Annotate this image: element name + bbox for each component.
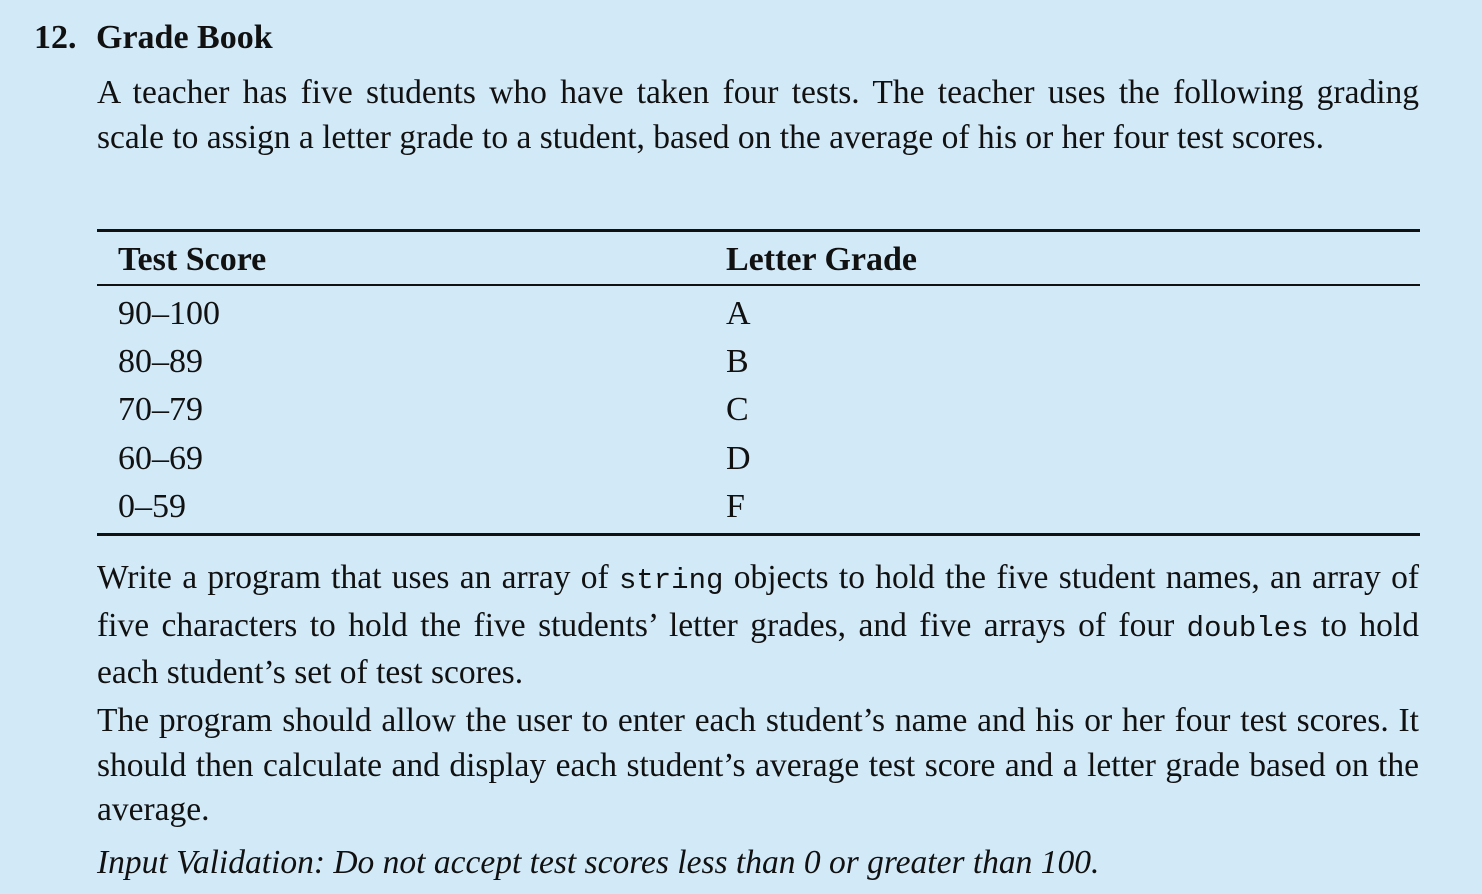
code-string: string (618, 564, 724, 597)
exercise-title: Grade Book (96, 19, 273, 56)
table-top-rule (97, 229, 1420, 232)
table-row-grade: D (726, 440, 751, 477)
table-row-score: 80–89 (118, 343, 203, 380)
exercise-heading (34, 16, 273, 60)
table-header-test-score: Test Score (118, 241, 267, 278)
program-description-paragraph (97, 556, 1419, 696)
table-row-grade: A (726, 295, 751, 332)
table-header-rule (97, 284, 1420, 286)
program-behavior-paragraph: The program should allow the user to enter each student’s name and his or her four test scores. It should then calculate and display each student’s average test score and a letter grade based on the average. (97, 702, 1419, 828)
program-text-part2: objects to hold the five student names, an array of five characters to hold the five students’ letter grades, and five arrays of four (97, 559, 1419, 644)
intro-paragraph: A teacher has five students who have taken four tests. The teacher uses the following grading scale to assign a letter grade to a student, based on the average of his or her four test scores. (97, 74, 1419, 156)
table-header-letter-grade: Letter Grade (726, 241, 918, 278)
exercise-number: 12. (34, 19, 77, 56)
table-row-grade: F (726, 488, 745, 525)
table-row-score: 90–100 (118, 295, 220, 332)
table-row-score: 0–59 (118, 488, 186, 525)
table-row-score: 60–69 (118, 440, 203, 477)
table-row-score: 70–79 (118, 391, 203, 428)
code-doubles: doubles (1186, 611, 1309, 645)
program-text-part1: Write a program that uses an array of (97, 559, 619, 596)
table-row-grade: B (726, 343, 749, 380)
program-text-part3: to hold each student’s set of test scores. (97, 606, 1419, 691)
table-row-grade: C (726, 391, 749, 428)
input-validation-note: Input Validation: Do not accept test scores less than 0 or greater than 100. (97, 844, 1100, 881)
table-bottom-rule (97, 533, 1420, 536)
